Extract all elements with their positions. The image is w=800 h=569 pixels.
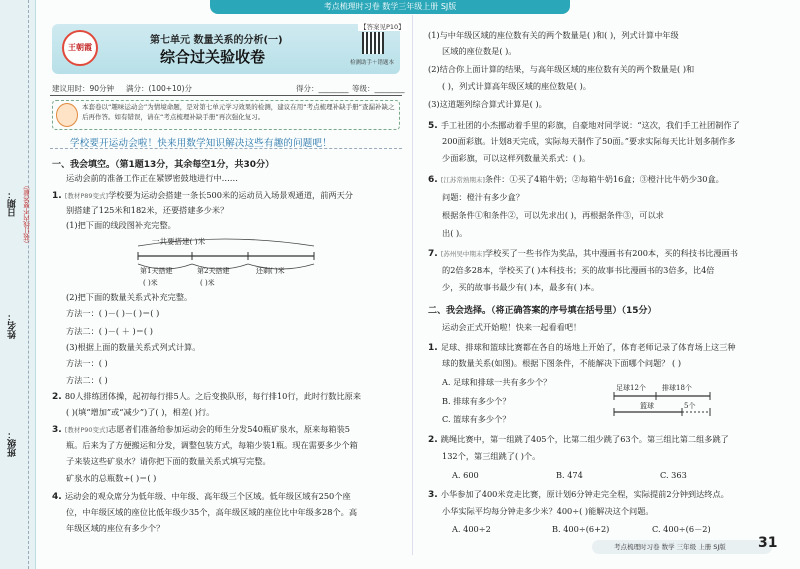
question-3: 3. [教材P90变式]志愿者们准备给参加运动会的师生分发540瓶矿泉水，原来每箱装5 <box>52 424 350 435</box>
section-2-intro: 运动会正式开始啦！快来一起看看吧！ <box>442 322 582 332</box>
unit-title: 第七单元 数量关系的分析(一) <box>150 35 283 46</box>
binding-notice: （装订线内不要答题） <box>23 182 31 247</box>
method-2-relation[interactable]: 方法二：( )－( ＋ )＝( ) <box>66 326 153 336</box>
choice-3: 3. 小华参加了400米竞走比赛，原计划6分钟走完全程，实际提前2分钟到达终点。 <box>428 489 729 500</box>
question-3-line2: 瓶。后来为了方便搬运和分发，调整包装方式，每箱少装1瓶。现在需要多少个箱 <box>66 440 358 450</box>
choice-1-option-c[interactable]: C. 篮球有多少个？ <box>442 414 511 424</box>
segment-day2-blank[interactable]: ( )米 <box>200 279 215 287</box>
choice-1-line2[interactable]: 球的数量关系(如图)。根据下图条件，不能解决下面哪个问题？ ( ) <box>442 358 682 368</box>
score-field[interactable]: 得分：________ <box>296 84 349 93</box>
top-banner: 考点梳理时习卷 数学三年级上册 SJ版 <box>210 0 570 14</box>
answer-reference: 【答案见P10】 <box>360 23 405 31</box>
segment-total-label: 一共要搭建( )米 <box>152 237 206 246</box>
divider <box>50 95 402 96</box>
choice-2-option-a[interactable]: A. 600 <box>452 470 479 480</box>
method-1-calc[interactable]: 方法一：( ) <box>66 358 108 368</box>
mascot-icon <box>56 103 78 127</box>
question-5-line3[interactable]: 少面彩旗，可以这样列数量关系式：( )。 <box>442 153 591 163</box>
question-6-line4[interactable]: 出( )。 <box>442 228 468 238</box>
choice-3-option-c[interactable]: C. 400÷(6－2) <box>652 524 711 534</box>
segment-day1-label: 第1天搭建 <box>140 267 173 275</box>
choice-2-option-b[interactable]: B. 474 <box>556 470 583 480</box>
binding-strip <box>0 0 36 569</box>
segment-day1-blank[interactable]: ( )米 <box>143 279 158 287</box>
question-6-line3[interactable]: 根据条件①和条件②，可以先求出( )，再根据条件③，可以求 <box>442 210 664 220</box>
section-1-title: 一、我会填空。（第1题13分，其余每空1分，共30分） <box>52 160 275 170</box>
class-label: 班级： <box>8 430 18 457</box>
time-meta: 建议用时：90分钟 <box>52 84 115 93</box>
q4-part1[interactable]: (1)与中年级区域的座位数有关的两个数量是( )和( )，列式计算中年级 <box>428 30 679 40</box>
theme-banner: 学校要开运动会啦！快来用数学知识解决这些有趣的问题吧！ <box>70 138 332 149</box>
q4-part2-line2[interactable]: ( )，列式计算高年级区域的座位数是( )。 <box>442 81 591 91</box>
choice-3-option-a[interactable]: A. 400÷2 <box>452 524 491 534</box>
method-1-relation[interactable]: 方法一：( )－( )－( )＝( ) <box>66 308 160 318</box>
section-2-title: 二、我会选择。（将正确答案的序号填在括号里）（15分） <box>428 306 657 316</box>
footer-text: 考点梳理时习卷 数学 三年级 上册 SJ版 <box>592 540 772 554</box>
segment-remain-label: 还剩( )米 <box>256 267 285 275</box>
question-5-line2: 200面彩旗。计划8天完成，实际每天制作了50面。”要求实际每天比计划多制作多 <box>442 136 736 146</box>
qr-code-icon[interactable] <box>362 32 384 54</box>
fig-volleyball-label: 排球18个 <box>662 384 692 392</box>
question-1-line2: 别搭建了125米和182米，还要搭建多少米？ <box>66 205 229 215</box>
choice-3-line2[interactable]: 小华实际平均每分钟走多少米？400÷( )能解决这个问题。 <box>442 506 654 516</box>
fig-diff-label: 5个 <box>684 402 696 410</box>
question-6-line2: 问题：橙汁有多少盒？ <box>442 192 524 202</box>
question-1-part1: (1)把下面的线段图补充完整。 <box>66 220 176 230</box>
segment-day2-label: 第2天搭建 <box>197 267 230 275</box>
question-7: 7. [苏州吴中期末]学校买了一些书作为奖品，其中漫画书有200本，买的科技书比漫画书 <box>428 248 738 259</box>
question-7-line3[interactable]: 少，买的故事书最少有( )本，最多有( )本。 <box>442 282 600 292</box>
fullscore-meta: 满分：(100+10)分 <box>126 84 192 93</box>
date-label: 日期： <box>8 190 18 217</box>
page-title: 综合过关验收卷 <box>160 48 266 66</box>
choice-1-option-a[interactable]: A. 足球和排球一共有多少个？ <box>442 377 552 387</box>
method-2-calc[interactable]: 方法二：( ) <box>66 375 108 385</box>
binding-line <box>28 0 29 569</box>
brand-logo: 王朝霞 <box>62 30 98 66</box>
question-1: 1. [教材P89变式]学校要为运动会搭建一条长500米的运动员入场景观通道，前两天分 <box>52 190 353 201</box>
question-1-part3: (3)根据上面的数量关系式列式计算。 <box>66 342 201 352</box>
choice-2-option-c[interactable]: C. 363 <box>660 470 687 480</box>
question-4: 4. 运动会的观众席分为低年级、中年级、高年级三个区域。低年级区域有250个座 <box>52 491 351 502</box>
question-1-part2: (2)把下面的数量关系式补充完整。 <box>66 292 193 302</box>
choice-3-option-b[interactable]: B. 400÷(6+2) <box>552 524 610 534</box>
segment-diagram <box>62 234 412 290</box>
question-5: 5. 手工社团的小杰挪动着手里的彩旗，自豪地对同学说：“这次，我们手工社团制作了 <box>428 120 740 131</box>
question-2-line2[interactable]: ( )(填“增加”或“减少”)了( )，相差( )行。 <box>66 407 215 417</box>
fig-basketball-label: 篮球 <box>640 402 654 410</box>
divider <box>50 148 402 149</box>
choice-1: 1. 足球、排球和篮球比赛都在各自的场地上开始了，体育老师记录了体育场上这三种 <box>428 342 736 353</box>
choice-2: 2. 跳绳比赛中，第一组跳了405个，比第二组少跳了63个。第三组比第二组多跳了 <box>428 434 729 445</box>
choice-2-line2[interactable]: 132个，第三组跳了( )个。 <box>442 451 541 461</box>
note-text: 本套卷以“趣味运动会”为情境命题，是对第七单元学习效果的检测，建议在用“考点梳理补缺手册”查漏补缺之后再作答。如有错误，请在“考点梳理补缺手册”再次强化复习。 <box>82 103 395 121</box>
question-3-line3: 子来装这些矿泉水？请你把下面的数量关系式填写完整。 <box>66 456 271 466</box>
choice-1-option-b[interactable]: B. 排球有多少个？ <box>442 396 511 406</box>
question-7-line2[interactable]: 的2倍多28本，学校买了( )本科技书；买的故事书比漫画书的3倍多，比4倍 <box>442 265 715 275</box>
q4-part3[interactable]: (3)这道题列综合算式计算是( )。 <box>428 99 547 109</box>
grade-field[interactable]: 等级：________ <box>352 84 405 93</box>
page-number: 31 <box>758 535 778 551</box>
fig-football-label: 足球12个 <box>616 384 646 392</box>
qr-caption: 检测助手＋错题本 <box>350 60 395 66</box>
section-1-intro: 运动会前的准备工作正在紧锣密鼓地进行中…… <box>66 173 238 183</box>
question-4-line2: 位，中年级区域的座位比低年级少35个，高年级区域的座位比中年级多28个。高 <box>66 507 358 517</box>
question-3-relation[interactable]: 矿泉水的总瓶数÷( )＝( ) <box>66 473 157 483</box>
question-2: 2. 80人排练团体操，起初每行排5人。之后变换队形，每行排10行，此时行数比原来 <box>52 391 362 402</box>
q4-part2[interactable]: (2)结合你上面计算的结果，与高年级区域的座位数有关的两个数量是( )和 <box>428 64 695 74</box>
question-4-line3: 年级区域的座位有多少个？ <box>66 523 165 533</box>
question-6: 6. [江苏常熟期末]条件：①买了4箱牛奶；②每箱牛奶16盒；③橙汁比牛奶少30盒。 <box>428 174 724 185</box>
column-divider <box>412 15 413 555</box>
name-label: 姓名： <box>8 312 18 339</box>
q4-part1-line2[interactable]: 区域的座位数是( )。 <box>442 46 517 56</box>
